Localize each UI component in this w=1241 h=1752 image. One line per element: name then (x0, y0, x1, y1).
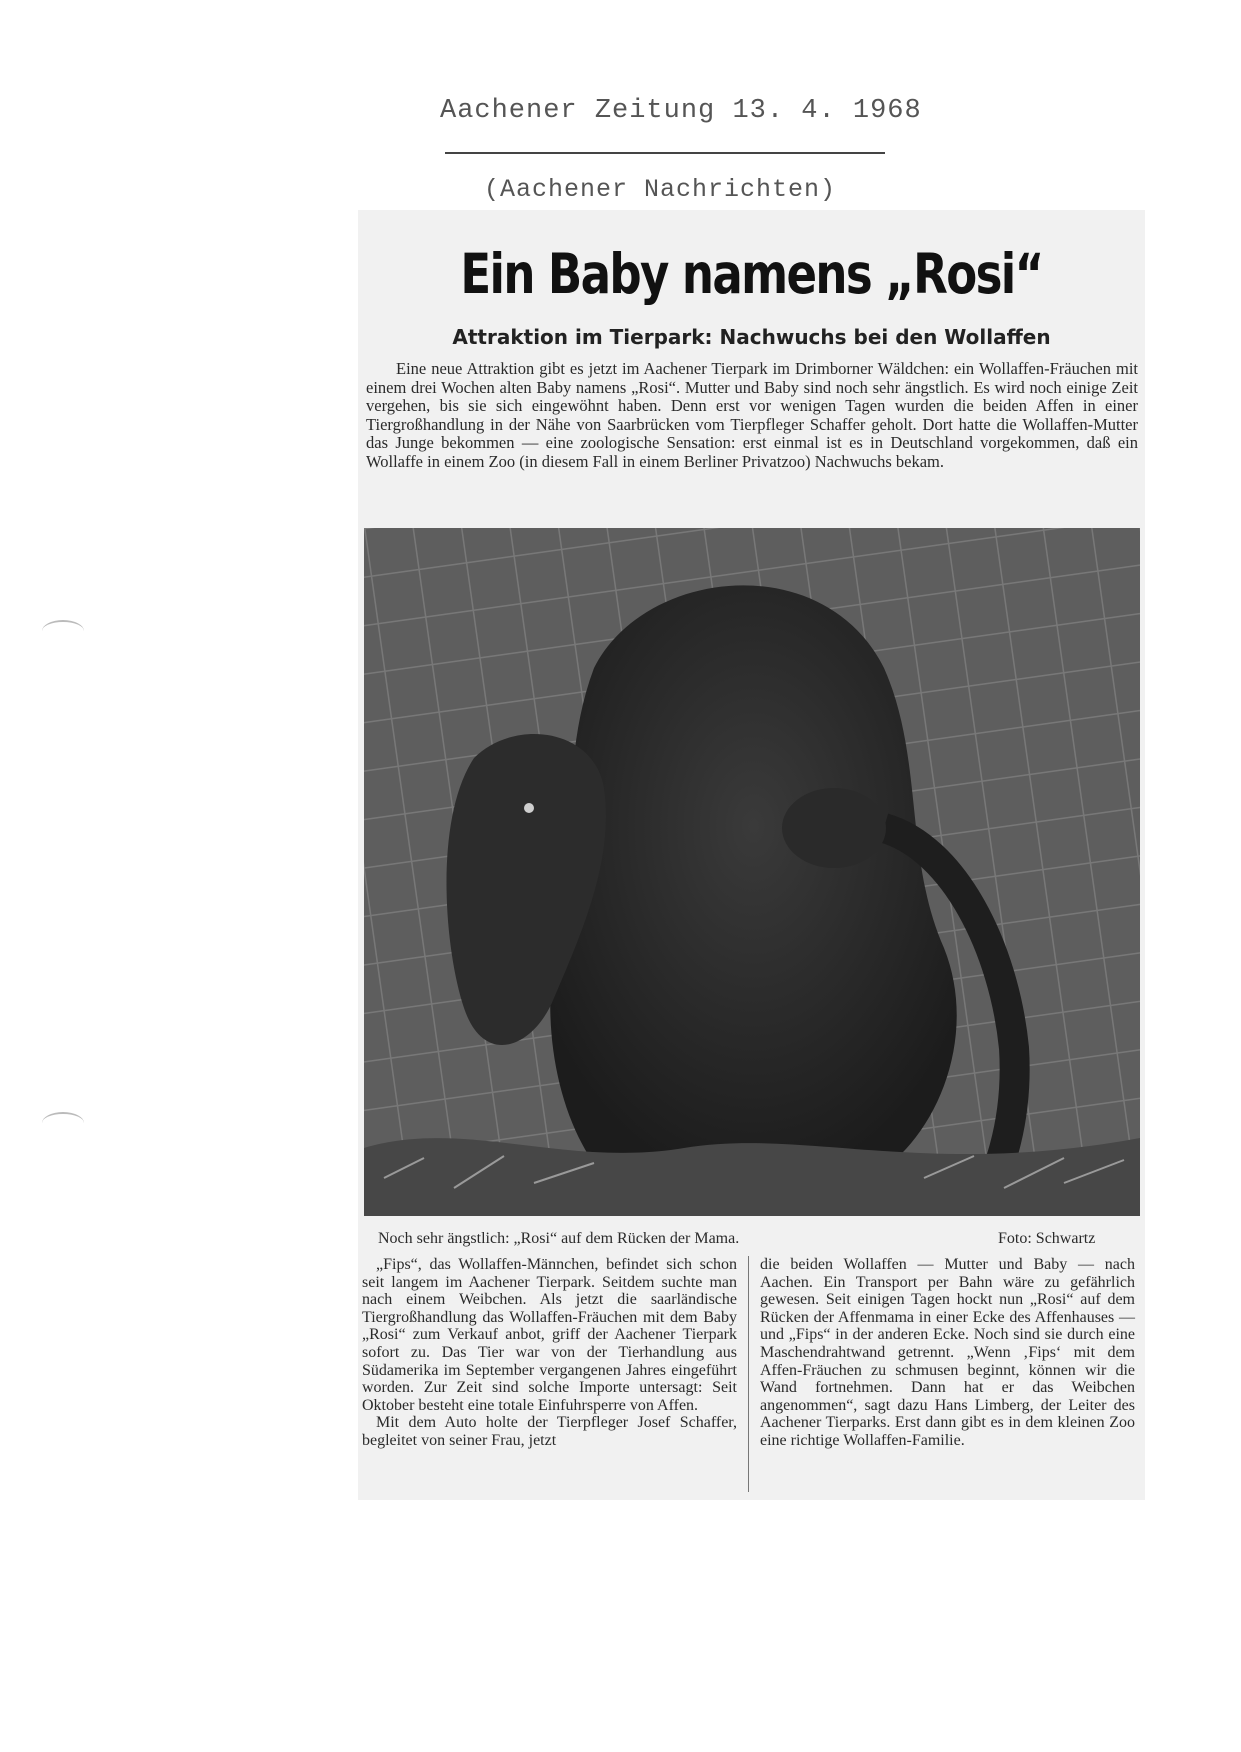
article-column-left (362, 1256, 737, 1450)
photo-caption: Noch sehr ängstlich: „Rosi“ auf dem Rücken der Mama. (378, 1230, 740, 1247)
article-headline: Ein Baby namens „Rosi“ (460, 242, 1043, 306)
column-paragraph: die beiden Wollaffen — Mutter und Baby — nach Aachen. Ein Transport per Bahn wäre zu gefährlich gewesen. Seit einigen Tagen hockt nun „Rosi“ auf dem Rücken der Affenmama in einer Ecke des Affenhauses — und „Fips“ in der anderen Ecke. Noch sind sie durch eine Maschendrahtwand getrennt. „Wenn ‚Fips‘ mit dem Affen-Fräuchen zu schmusen beginnt, können wir die Wand fortnehmen. Dann hat er das Weibchen angenommen“, sagt dazu Hans Limberg, der Leiter des Aachener Tierparks. Erst dann gibt es in dem kleinen Zoo eine richtige Wollaffen-Familie. (760, 1256, 1135, 1449)
monkey-photo-illustration (364, 528, 1140, 1216)
monkey-photo (364, 528, 1140, 1216)
article-column-right (760, 1256, 1135, 1450)
punch-hole-mark (42, 620, 84, 642)
column-paragraph: Mit dem Auto holte der Tierpfleger Josef Schaffer, begleitet von seiner Frau, jetzt (362, 1414, 737, 1449)
column-divider (748, 1256, 749, 1492)
photo-credit: Foto: Schwartz (998, 1230, 1096, 1247)
article-subheadline: Attraktion im Tierpark: Nachwuchs bei den Wollaffen (452, 325, 1051, 349)
underline-rule (445, 152, 885, 154)
column-paragraph: „Fips“, das Wollaffen-Männchen, befindet sich schon seit langem im Aachener Tierpark. Seitdem suchte man nach einem Weibchen. Als jetzt die saarländische Tiergroßhandlung das Wollaffen-Fräuchen mit dem Baby „Rosi“ zum Verkauf anbot, griff der Aachener Tierpark sofort zu. Das Tier war von der Tierhandlung aus Südamerika im September vergangenen Jahres eingeführt worden. Zur Zeit sind solche Importe untersagt: Seit Oktober besteht eine totale Einfuhrsperre von Affen. (362, 1256, 737, 1414)
source-annotation: Aachener Zeitung 13. 4. 1968 (440, 96, 922, 126)
punch-hole-mark (42, 1112, 84, 1134)
newspaper-clipping (358, 210, 1145, 1500)
article-lead-paragraph: Eine neue Attraktion gibt es jetzt im Aachener Tierpark im Drimborner Wäldchen: ein Wollaffen-Fräuchen mit einem drei Wochen alten Baby namens „Rosi“. Mutter und Baby sind noch sehr ängstlich. Es wird noch einige Zeit vergehen, bis sie sich eingewöhnt haben. Denn erst vor wenigen Tagen wurden die beiden Affen in einer Tiergroßhandlung in der Nähe von Saarbrücken vom Tierpfleger Schaffer geholt. Dort hatte die Wollaffen-Mutter das Junge bekommen — eine zoologische Sensation: erst einmal ist es in Deutschland vorgekommen, daß ein Wollaffe in einem Zoo (in diesem Fall in einem Berliner Privatzoo) Nachwuchs bekam. (366, 359, 1138, 471)
edition-annotation: (Aachener Nachrichten) (484, 175, 837, 204)
